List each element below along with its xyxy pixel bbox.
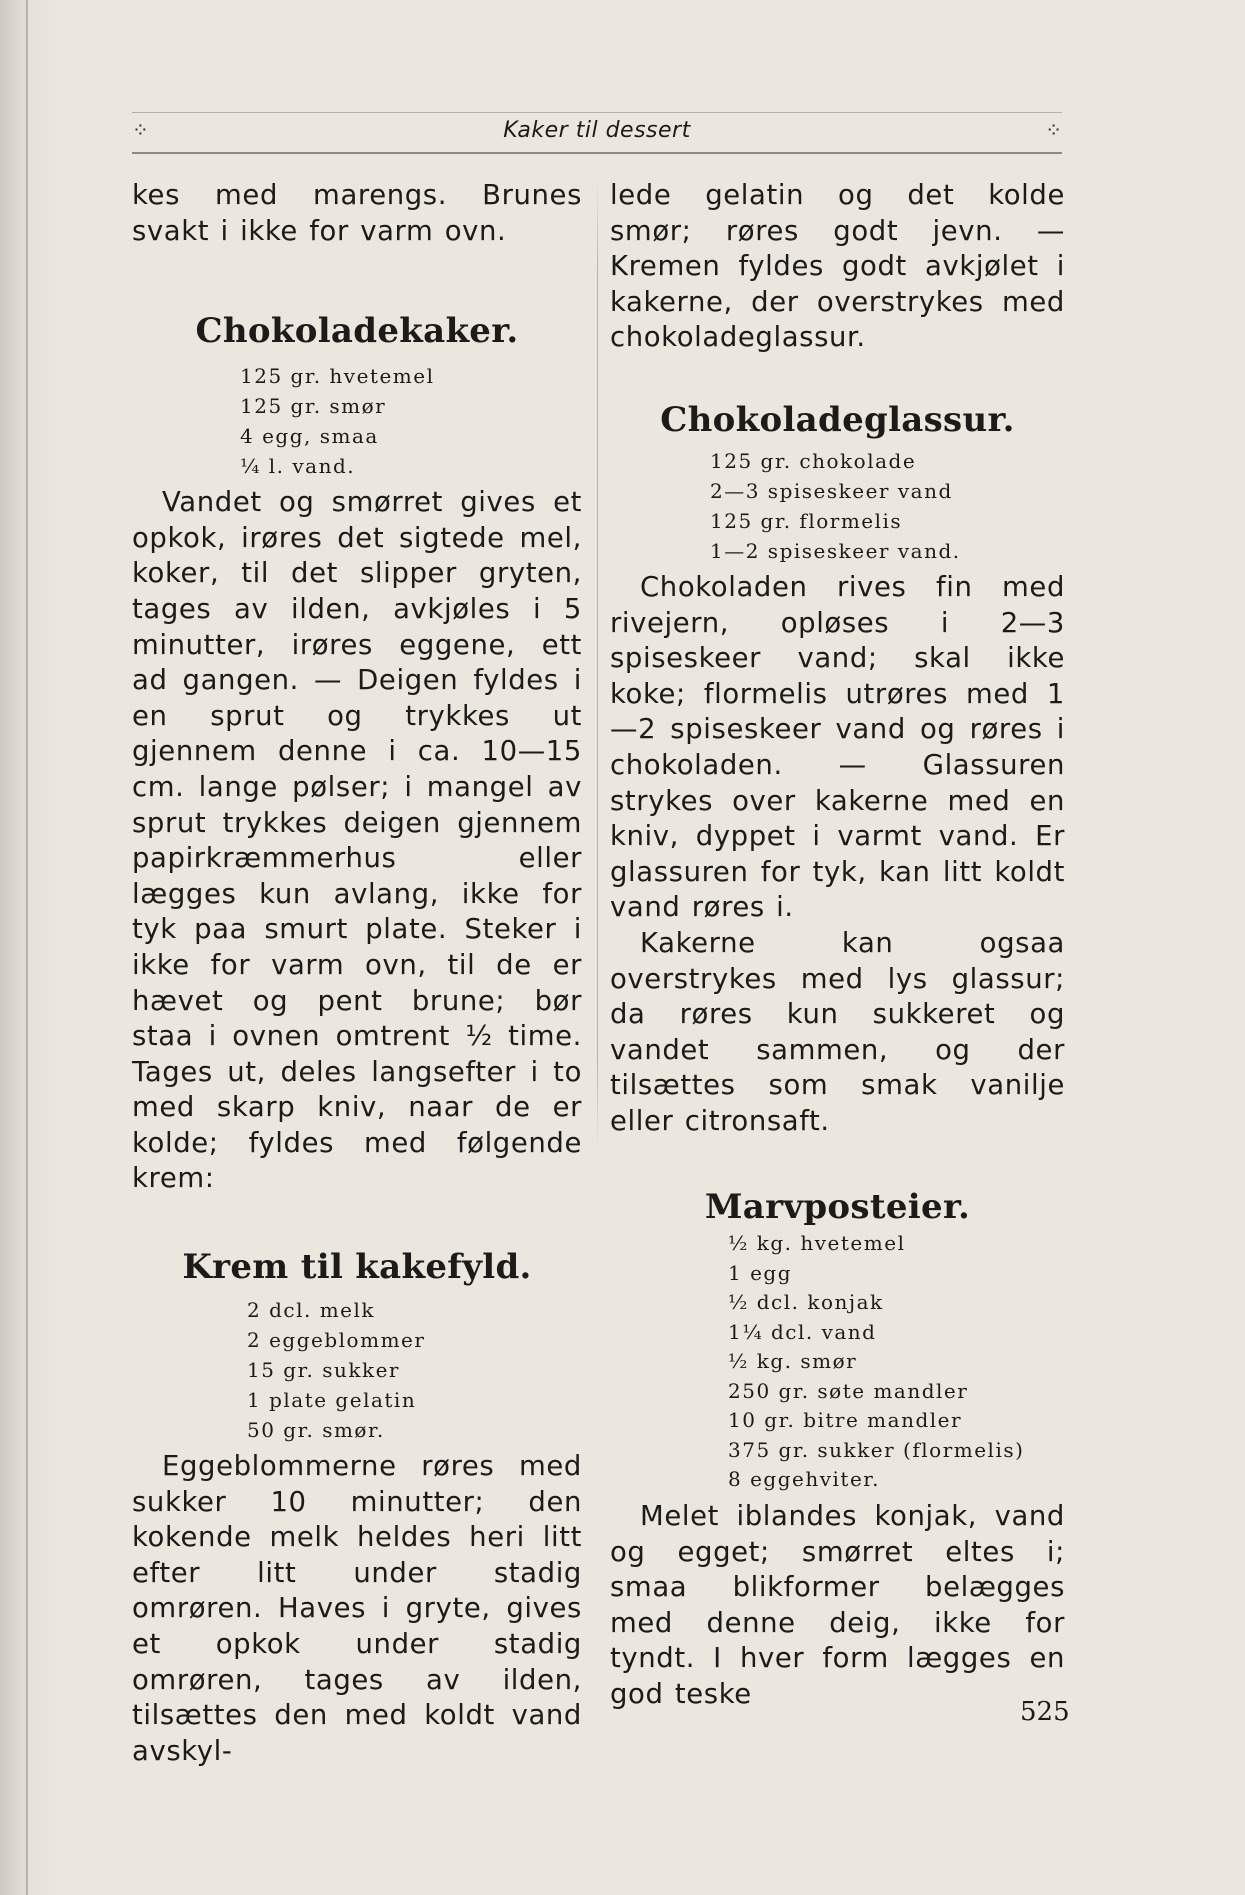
ingredient-list-glassur bbox=[710, 446, 1065, 566]
ornament-left-icon: ⁘ bbox=[132, 118, 149, 142]
ingredient-list-marvposteier bbox=[728, 1229, 1065, 1495]
ingredient-item: 4 egg, smaa bbox=[240, 424, 379, 449]
ornament-right-icon: ⁘ bbox=[1045, 118, 1062, 142]
right-column bbox=[610, 178, 1065, 1713]
page-number: 525 bbox=[1020, 1697, 1070, 1727]
ingredient-item: 2 eggeblommer bbox=[247, 1328, 426, 1353]
ingredient-item: 2—3 spiseskeer vand bbox=[710, 478, 953, 503]
ingredient-item: 125 gr. hvetemel bbox=[240, 364, 435, 389]
ingredient-item: 50 gr. smør. bbox=[247, 1418, 385, 1443]
ingredient-item: 8 eggehviter. bbox=[728, 1467, 881, 1492]
left-intro-paragraph: kes med marengs. Brunes svakt i ikke for varm ovn. bbox=[132, 179, 582, 247]
right-intro-paragraph: lede gelatin og det kolde smør; røres godt jevn. — Kremen fyldes godt avkjølet i kakerne, der overstrykes med chokoladeglassur. bbox=[610, 179, 1065, 354]
ingredient-item: ½ kg. smør bbox=[728, 1349, 858, 1374]
ingredient-item: 125 gr. chokolade bbox=[710, 448, 917, 473]
header-rule bbox=[132, 112, 1062, 113]
ingredient-list-chokoladekaker bbox=[240, 361, 582, 481]
left-column bbox=[132, 178, 582, 1769]
recipe-heading-krem: Krem til kakefyld. bbox=[182, 1247, 532, 1288]
column-divider bbox=[597, 180, 598, 1150]
ingredient-item: 125 gr. smør bbox=[240, 394, 387, 419]
ingredient-item: 250 gr. søte mandler bbox=[728, 1378, 969, 1403]
recipe-text-glassur: Chokoladen rives fin med rivejern, opløses i 2—3 spiseskeer vand; skal ikke koke; flormelis utrøres med 1—2 spiseskeer vand og røres i chokoladen. — Glassuren strykes over kakerne med en kniv, dyppet i varmt vand. Er glassuren for tyk, kan litt koldt vand røres i. bbox=[610, 570, 1065, 924]
running-header bbox=[132, 112, 1062, 154]
recipe-heading-marvposteier: Marvposteier. bbox=[704, 1187, 971, 1228]
ingredient-item: 2 dcl. melk bbox=[247, 1298, 376, 1323]
book-binding-edge bbox=[26, 0, 28, 1895]
ingredient-item: 10 gr. bitre mandler bbox=[728, 1408, 963, 1433]
ingredient-item: 125 gr. flormelis bbox=[710, 508, 903, 533]
recipe-text-krem: Eggeblommerne røres med sukker 10 minutter; den kokende melk heldes heri litt efter litt under stadig omrøren. Haves i gryte, gives et opkok under stadig omrøren, tages av ilden, tilsættes den med koldt vand avskyl- bbox=[132, 1450, 582, 1767]
ingredient-list-krem bbox=[247, 1295, 582, 1445]
ingredient-item: ½ dcl. konjak bbox=[728, 1290, 884, 1315]
ingredient-item: 1 plate gelatin bbox=[247, 1388, 417, 1413]
ingredient-item: 375 gr. sukker (flormelis) bbox=[728, 1437, 1025, 1462]
ingredient-item: ¼ l. vand. bbox=[240, 454, 356, 479]
recipe-heading-glassur: Chokoladeglassur. bbox=[660, 399, 1015, 440]
ingredient-item: ½ kg. hvetemel bbox=[728, 1231, 906, 1256]
ingredient-item: 1 egg bbox=[728, 1260, 793, 1285]
recipe-text-marvposteier: Melet iblandes konjak, vand og egget; smørret eltes i; smaa blikformer belægges med denne deig, ikke for tyndt. I hver form lægges en god teske bbox=[610, 1499, 1065, 1710]
ingredient-item: 15 gr. sukker bbox=[247, 1358, 400, 1383]
header-title: Kaker til dessert bbox=[503, 118, 691, 143]
recipe-heading-chokoladekaker: Chokoladekaker. bbox=[195, 311, 519, 352]
ingredient-item: 1—2 spiseskeer vand. bbox=[710, 538, 961, 563]
ingredient-item: 1¼ dcl. vand bbox=[728, 1319, 877, 1344]
recipe-text-chokoladekaker: Vandet og smørret gives et opkok, irøres det sigtede mel, koker, til det slipper gryten, tages av ilden, avkjøles i 5 minutter, irøres eggene, ett ad gangen. — Deigen fyldes i en sprut og trykkes ut gjennem denne i ca. 10—15 cm. lange pølser; i mangel av sprut trykkes deigen gjennem papirkræmmerhus eller lægges kun avlang, ikke for tyk paa smurt plate. Steker i ikke for varm ovn, til de er hævet og pent brune; bør staa i ovnen omtrent ½ time. Tages ut, deles langsefter i to med skarp kniv, naar de er kolde; fyldes med følgende krem: bbox=[132, 486, 582, 1195]
recipe-text-glassur-2: Kakerne kan ogsaa overstrykes med lys glassur; da røres kun sukkeret og vandet sammen, og der tilsættes som smak vanilje eller citronsaft. bbox=[610, 926, 1065, 1137]
